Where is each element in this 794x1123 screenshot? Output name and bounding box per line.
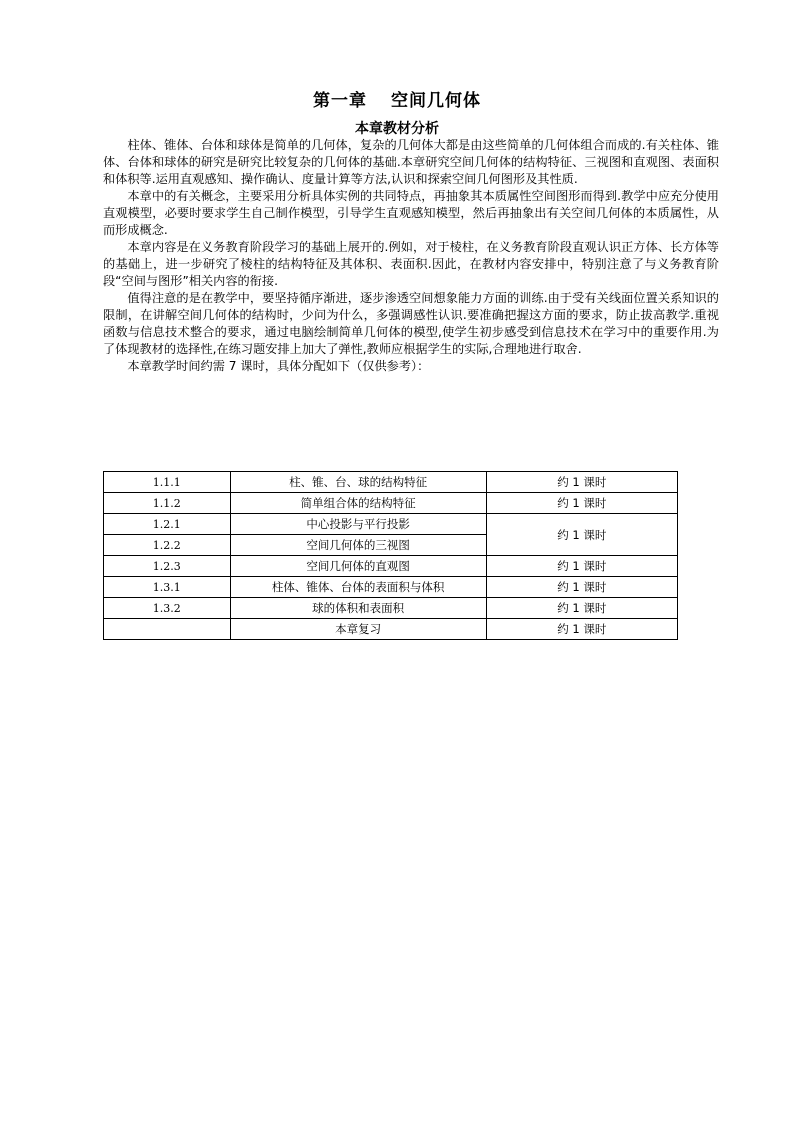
table-intro: 本章教学时间约需 7 课时，具体分配如下（仅供参考）： bbox=[127, 359, 430, 373]
table-row bbox=[104, 472, 678, 493]
hours-cell: 约 1 课时 bbox=[486, 598, 677, 619]
analysis-body bbox=[103, 137, 719, 375]
section-cell: 1.2.2 bbox=[104, 535, 231, 556]
table-row bbox=[104, 493, 678, 514]
chapter-name: 空间几何体 bbox=[391, 91, 481, 111]
paragraph-3: 本章内容是在义务教育阶段学习的基础上展开的.例如，对于棱柱，在义务教育阶段直观认识正方体、长方体等的基础上，进一步研究了棱柱的结构特征及其体积、表面积.因此，在教材内容安排中，特别注意了与义务教育阶段“空间与图形”相关内容的衔接. bbox=[103, 240, 719, 288]
section-cell: 1.2.3 bbox=[104, 556, 231, 577]
paragraph-2: 本章中的有关概念，主要采用分析具体实例的共同特点，再抽象其本质属性空间图形而得到.教学中应充分使用直观模型，必要时要求学生自己制作模型，引导学生直观感知模型，然后再抽象出有关空间几何体的本质属性，从而形成概念. bbox=[103, 189, 719, 237]
table-row bbox=[104, 598, 678, 619]
table-row bbox=[104, 514, 678, 535]
section-cell: 1.2.1 bbox=[104, 514, 231, 535]
hours-cell: 约 1 课时 bbox=[486, 619, 677, 640]
topic-cell: 柱体、锥体、台体的表面积与体积 bbox=[230, 577, 486, 598]
topic-cell: 空间几何体的三视图 bbox=[230, 535, 486, 556]
table-row bbox=[104, 619, 678, 640]
section-cell bbox=[104, 619, 231, 640]
table-row bbox=[104, 577, 678, 598]
paragraph-1: 柱体、锥体、台体和球体是简单的几何体，复杂的几何体大都是由这些简单的几何体组合而成的.有关柱体、锥体、台体和球体的研究是研究比较复杂的几何体的基础.本章研究空间几何体的结构特征、三视图和直观图、表面积和体积等.运用直观感知、操作确认、度量计算等方法,认识和探索空间几何图形及其性质. bbox=[103, 138, 719, 186]
topic-cell: 空间几何体的直观图 bbox=[230, 556, 486, 577]
schedule-table bbox=[103, 471, 678, 640]
section-cell: 1.3.1 bbox=[104, 577, 231, 598]
section-cell: 1.3.2 bbox=[104, 598, 231, 619]
topic-cell: 本章复习 bbox=[230, 619, 486, 640]
chapter-number: 第一章 bbox=[313, 91, 367, 111]
table-row bbox=[104, 556, 678, 577]
hours-cell: 约 1 课时 bbox=[486, 577, 677, 598]
chapter-title bbox=[0, 86, 794, 111]
section-cell: 1.1.2 bbox=[104, 493, 231, 514]
hours-cell-merged: 约 1 课时 bbox=[486, 514, 677, 556]
topic-cell: 球的体积和表面积 bbox=[230, 598, 486, 619]
hours-cell: 约 1 课时 bbox=[486, 556, 677, 577]
topic-cell: 中心投影与平行投影 bbox=[230, 514, 486, 535]
topic-cell: 柱、锥、台、球的结构特征 bbox=[230, 472, 486, 493]
section-title: 本章教材分析 bbox=[355, 121, 439, 137]
hours-cell: 约 1 课时 bbox=[486, 472, 677, 493]
hours-cell: 约 1 课时 bbox=[486, 493, 677, 514]
section-cell: 1.1.1 bbox=[104, 472, 231, 493]
paragraph-4: 值得注意的是在教学中，要坚持循序渐进，逐步渗透空间想象能力方面的训练.由于受有关线面位置关系知识的限制，在讲解空间几何体的结构时，少问为什么，多强调感性认识.要准确把握这方面的要求，防止拔高教学.重视函数与信息技术整合的要求，通过电脑绘制简单几何体的模型,使学生初步感受到信息技术在学习中的重要作用.为了体现教材的选择性,在练习题安排上加大了弹性,教师应根据学生的实际,合理地进行取舍. bbox=[103, 291, 719, 356]
topic-cell: 简单组合体的结构特征 bbox=[230, 493, 486, 514]
